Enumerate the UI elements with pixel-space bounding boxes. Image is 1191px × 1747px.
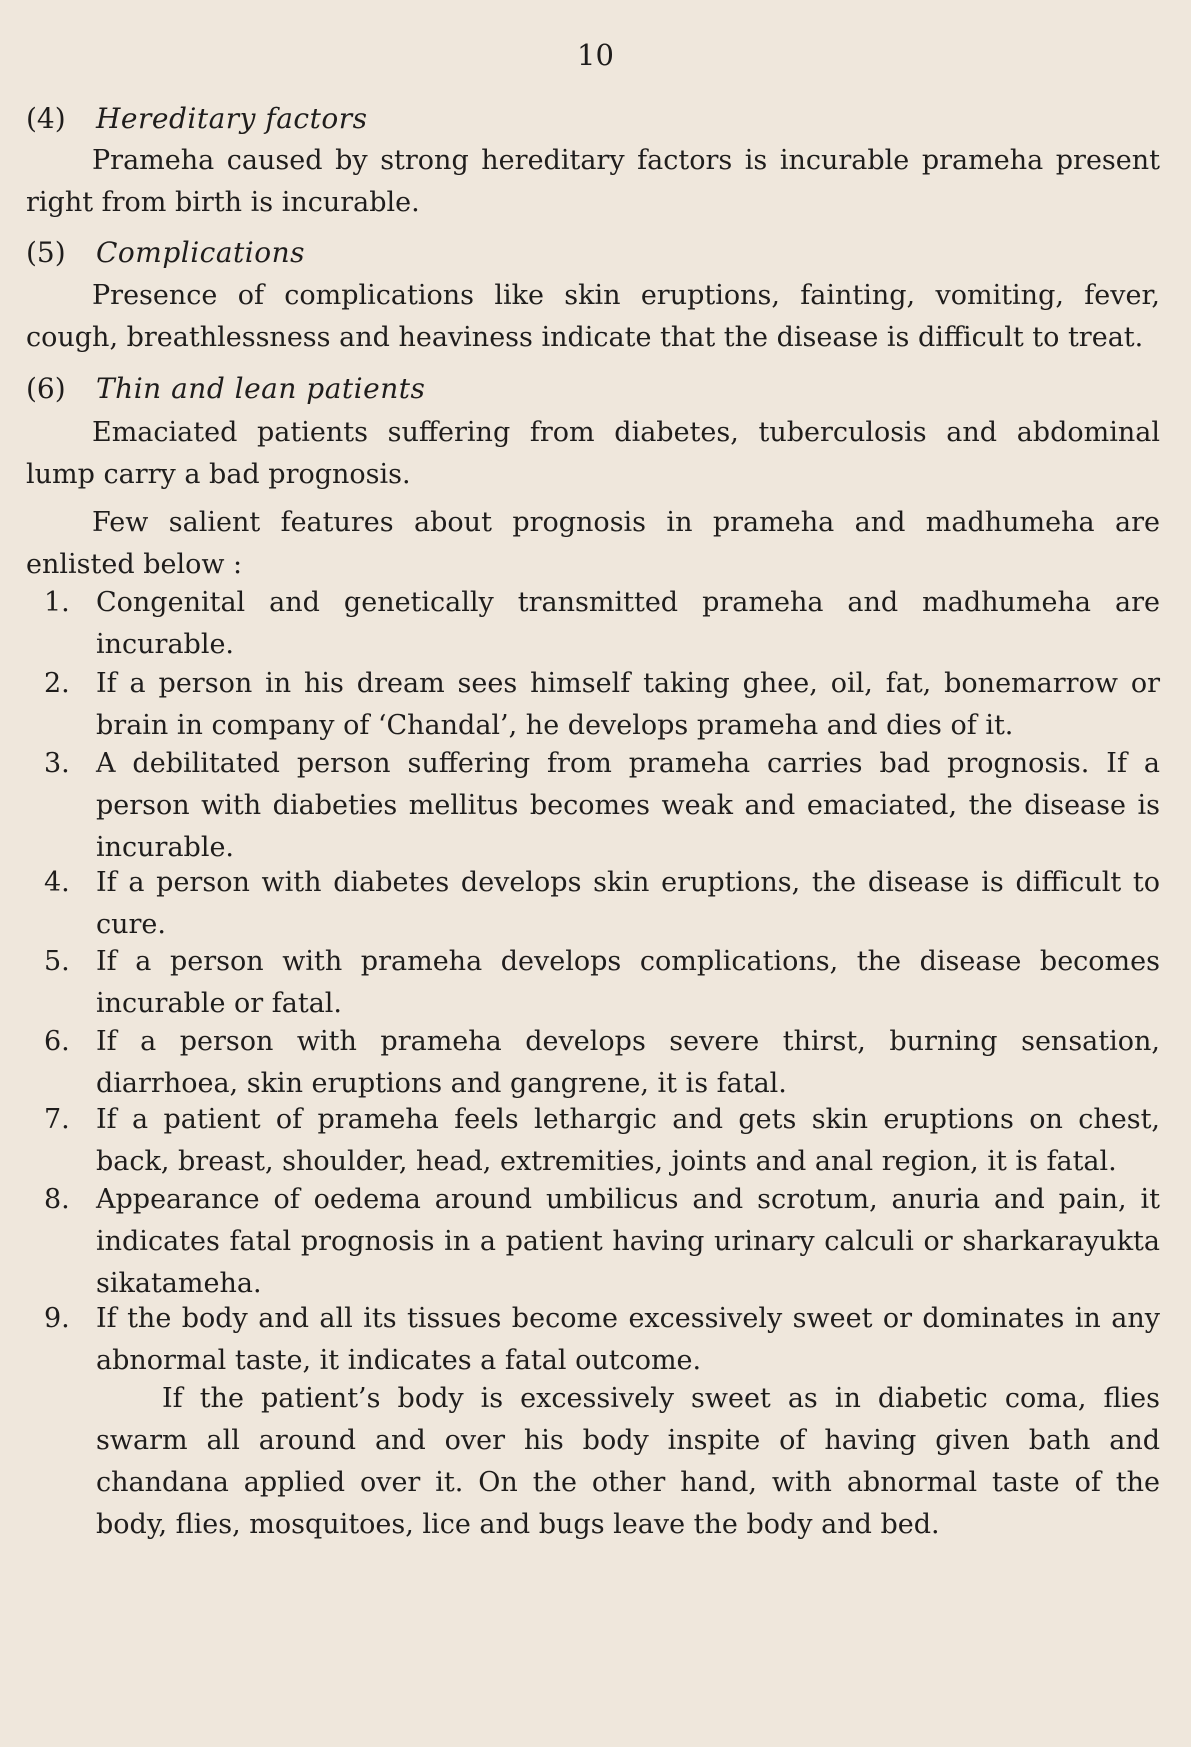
list-item — [26, 1021, 1160, 1105]
list-item-number: 5. — [44, 946, 70, 977]
list-item-number: 2. — [44, 668, 70, 699]
list-item-text: If a person with prameha develops severe thirst, burning sensation, diarrhoea, skin eruptions and gangrene, it is fatal. — [96, 1026, 1160, 1099]
list-item-text: Congenital and genetically transmitted prameha and madhumeha are incurable. — [96, 587, 1160, 660]
section-body-text: Prameha caused by strong hereditary factors is incurable prameha present right from birth is incurable. — [26, 145, 1160, 218]
list-item-number: 1. — [44, 587, 70, 618]
list-item-text: If the body and all its tissues become excessively sweet or dominates in any abnormal taste, it indicates a fatal outcome. — [96, 1303, 1160, 1376]
list-item-text: If a patient of prameha feels lethargic and gets skin eruptions on chest, back, breast, shoulder, head, extremities, joints and anal region, it is fatal. — [96, 1104, 1160, 1177]
closing-text: If the patient’s body is excessively sweet as in diabetic coma, flies swarm all around and over his body inspite of having given bath and chandana applied over it. On the other hand, with abnormal taste of the body, flies, mosquitoes, lice and bugs leave the body and bed. — [96, 1383, 1160, 1540]
section-number: (5) — [26, 236, 66, 269]
list-item — [26, 743, 1160, 869]
section-title: Thin and lean patients — [96, 372, 426, 405]
list-item-number: 9. — [44, 1303, 70, 1334]
list-item — [26, 1179, 1160, 1305]
section-heading-thin-lean — [26, 368, 425, 410]
list-item-number: 6. — [44, 1026, 70, 1057]
list-item — [26, 582, 1160, 666]
intro-text: Few salient features about prognosis in prameha and madhumeha are enlisted below : — [26, 507, 1160, 580]
list-item — [26, 941, 1160, 1025]
list-item-number: 7. — [44, 1104, 70, 1135]
section-heading-hereditary — [26, 98, 367, 140]
section-number: (4) — [26, 102, 66, 135]
section-heading-complications — [26, 232, 305, 274]
section-body-text: Emaciated patients suffering from diabetes, tuberculosis and abdominal lump carry a bad prognosis. — [26, 417, 1160, 490]
section-body-thin-lean — [26, 412, 1160, 496]
closing-paragraph — [96, 1378, 1160, 1546]
list-item — [26, 1099, 1160, 1183]
section-body-text: Presence of complications like skin eruptions, fainting, vomiting, fever, cough, breathlessness and heaviness indicate that the disease is difficult to treat. — [26, 280, 1160, 353]
list-item-text: If a person in his dream sees himself taking ghee, oil, fat, bonemarrow or brain in company of ‘Chandal’, he develops prameha and dies of it. — [96, 668, 1160, 741]
list-item-text: If a person with diabetes develops skin eruptions, the disease is difficult to cure. — [96, 867, 1160, 940]
section-body-hereditary — [26, 140, 1160, 224]
page-number: 10 — [577, 38, 614, 72]
intro-paragraph — [26, 502, 1160, 586]
list-item-text: Appearance of oedema around umbilicus and scrotum, anuria and pain, it indicates fatal prognosis in a patient having urinary calculi or sharkarayukta sikatameha. — [96, 1184, 1160, 1299]
section-body-complications — [26, 275, 1160, 359]
list-item-text: If a person with prameha develops complications, the disease becomes incurable or fatal. — [96, 946, 1160, 1019]
list-item-number: 3. — [44, 748, 70, 779]
list-item-text: A debilitated person suffering from prameha carries bad prognosis. If a person with diabeties mellitus becomes weak and emaciated, the disease is incurable. — [96, 748, 1160, 863]
list-item — [26, 862, 1160, 946]
list-item-number: 8. — [44, 1184, 70, 1215]
list-item — [26, 1298, 1160, 1382]
section-title: Hereditary factors — [96, 102, 368, 135]
section-number: (6) — [26, 372, 66, 405]
list-item — [26, 663, 1160, 747]
section-title: Complications — [96, 236, 306, 269]
list-item-number: 4. — [44, 867, 70, 898]
